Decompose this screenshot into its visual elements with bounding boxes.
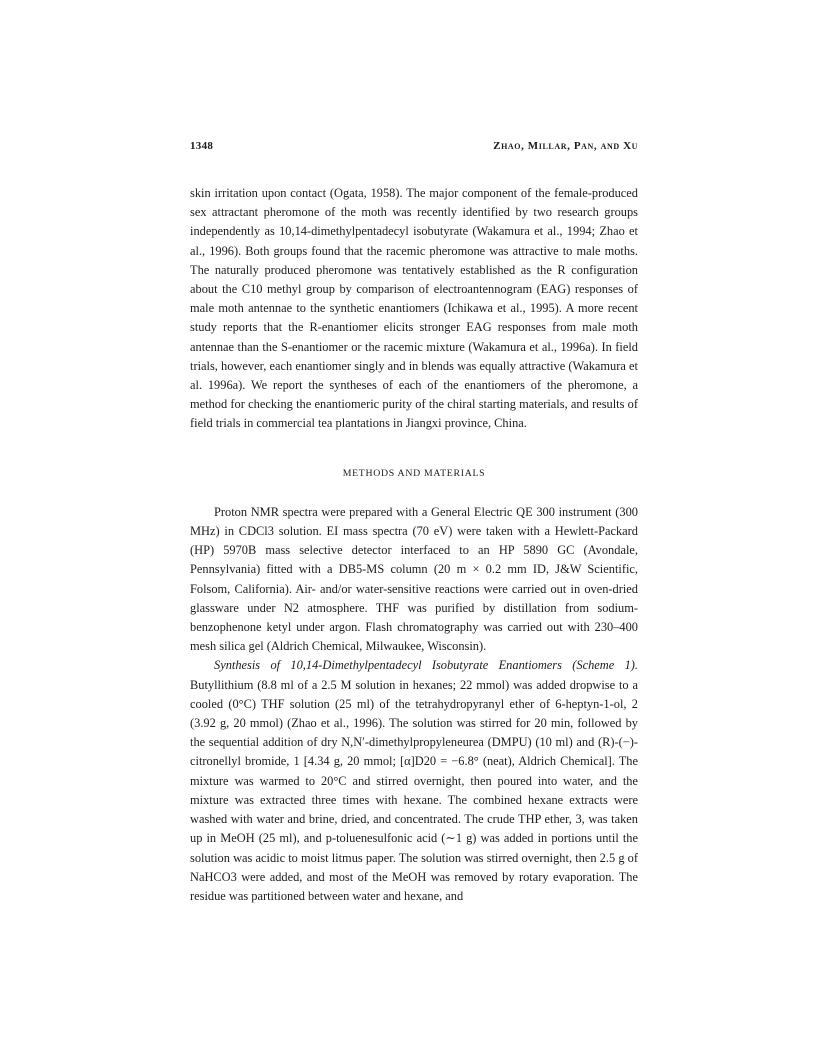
- methods-paragraph-synthesis: [190, 656, 638, 906]
- synthesis-run-in-heading: Synthesis of 10,14-Dimethylpentadecyl Isobutyrate Enantiomers (Scheme 1).: [214, 658, 638, 673]
- page-number: 1348: [190, 140, 214, 152]
- section-heading-methods: METHODS AND MATERIALS: [342, 467, 486, 479]
- journal-page: [190, 140, 638, 906]
- running-head-authors: Zhao, Millar, Pan, and Xu: [493, 140, 638, 152]
- article-body: [190, 184, 638, 906]
- intro-paragraph: skin irritation upon contact (Ogata, 1958). The major component of the female-produced sex attractant pheromone of the moth was recently identified by two research groups independently as 10,14-dimethylpentadecyl isobutyrate (Wakamura et al., 1994; Zhao et al., 1996). Both groups found that the racemic pheromone was attractive to male moths. The naturally produced pheromone was tentatively established as the R configuration about the C10 methyl group by comparison of electroantennogram (EAG) responses of male moth antennae to the synthetic enantiomers (Ichikawa et al., 1995). A more recent study reports that the R-enantiomer elicits stronger EAG responses from male moth antennae than the S-enantiomer or the racemic mixture (Wakamura et al., 1996a). In field trials, however, each enantiomer singly and in blends was equally attractive (Wakamura et al. 1996a). We report the syntheses of each of the enantiomers of the pheromone, a method for checking the enantiomeric purity of the chiral starting materials, and results of field trials in commercial tea plantations in Jiangxi province, China.: [190, 186, 638, 431]
- methods-paragraph-instruments: Proton NMR spectra were prepared with a General Electric QE 300 instrument (300 MHz) in CDCl3 solution. EI mass spectra (70 eV) were taken with a Hewlett-Packard (HP) 5970B mass selective detector interfaced to an HP 5890 GC (Avondale, Pennsylvania) fitted with a DB5-MS column (20 m × 0.2 mm ID, J&W Scientific, Folsom, California). Air- and/or water-sensitive reactions were carried out in oven-dried glassware under N2 atmosphere. THF was purified by distillation from sodium-benzophenone ketyl under argon. Flash chromatography was carried out with 230–400 mesh silica gel (Aldrich Chemical, Milwaukee, Wisconsin).: [190, 504, 638, 654]
- running-head: [190, 140, 638, 160]
- synthesis-text: Butyllithium (8.8 ml of a 2.5 M solution in hexanes; 22 mmol) was added dropwise to a cooled (0°C) THF solution (25 ml) of the tetrahydropyranyl ether of 6-heptyn-1-ol, 2 (3.92 g, 20 mmol) (Zhao et al., 1996). The solution was stirred for 20 min, followed by the sequential addition of dry N,N′-dimethylpropyleneurea (DMPU) (10 ml) and (R)-(−)-citronellyl bromide, 1 [4.34 g, 20 mmol; [α]D20 = −6.8° (neat), Aldrich Chemical]. The mixture was warmed to 20°C and stirred overnight, then poured into water, and the mixture was extracted three times with hexane. The combined hexane extracts were washed with water and brine, dried, and concentrated. The crude THP ether, 3, was taken up in MeOH (25 ml), and p-toluenesulfonic acid (∼1 g) was added in portions until the solution was acidic to moist litmus paper. The solution was stirred overnight, then 2.5 g of NaHCO3 were added, and most of the MeOH was removed by rotary evaporation. The residue was partitioned between water and hexane, and: [190, 677, 638, 903]
